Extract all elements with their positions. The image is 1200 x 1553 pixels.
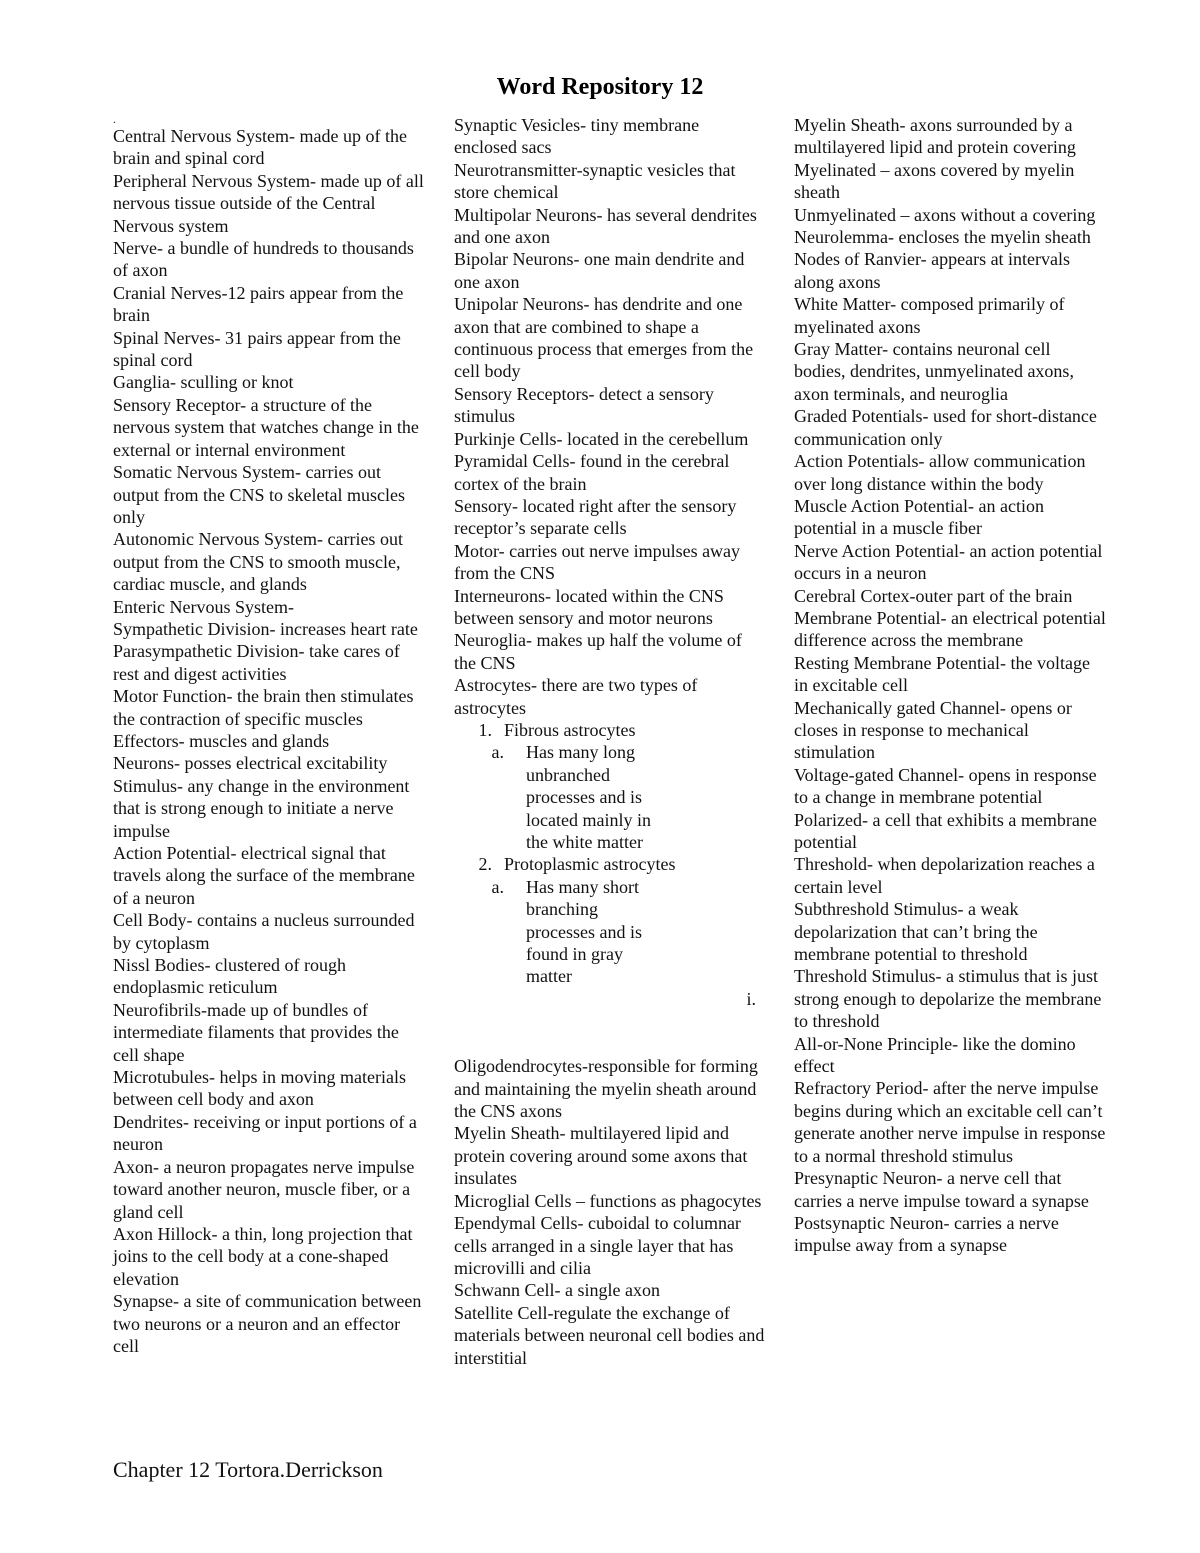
term-entry: Nodes of Ranvier- appears at intervals along axons	[794, 249, 1071, 292]
term-entry: Central Nervous System- made up of the brain and spinal cord	[113, 126, 407, 169]
term-entry: Myelinated – axons covered by myelin sheath	[794, 159, 1075, 203]
term-list	[454, 114, 766, 719]
term-entry: Sympathetic Division- increases heart rate	[113, 618, 418, 639]
sub-list-text: Has many short branching processes and is found in gray matter	[526, 876, 642, 987]
list-number: 1.	[478, 719, 492, 740]
term-entry: Action Potentials- allow communication over long distance within the body	[794, 451, 1086, 494]
term-entry: Cell Body- contains a nucleus surrounded by cytoplasm	[113, 910, 415, 953]
term-entry: Neurolemma- encloses the myelin sheath	[794, 227, 1091, 248]
list-item-text: Fibrous astrocytes	[504, 719, 636, 740]
term-entry: Polarized- a cell that exhibits a membrane potential	[794, 809, 1097, 852]
term-entry: Somatic Nervous System- carries out output from the CNS to skeletal muscles only	[113, 462, 405, 527]
term-entry: Action Potential- electrical signal that travels along the surface of the membrane of a neuron	[113, 843, 415, 908]
term-entry: Sensory- located right after the sensory receptor’s separate cells	[454, 495, 737, 539]
term-entry: Axon Hillock- a thin, long projection that joins to the cell body at a cone-shaped elevation	[113, 1223, 413, 1289]
term-entry: Threshold Stimulus- a stimulus that is just strong enough to depolarize the membrane to threshold	[794, 966, 1102, 1032]
list-item-text: Protoplasmic astrocytes	[504, 854, 676, 875]
sub-list-item	[454, 741, 766, 853]
term-entry: Effectors- muscles and glands	[113, 730, 330, 751]
column-middle	[454, 114, 766, 1369]
term-entry: Microtubules- helps in moving materials between cell body and axon	[113, 1067, 406, 1110]
term-list	[113, 125, 425, 1357]
term-entry: Nissl Bodies- clustered of rough endoplasmic reticulum	[113, 955, 346, 998]
term-entry: Motor Function- the brain then stimulates the contraction of specific muscles	[113, 686, 414, 729]
term-entry: Spinal Nerves- 31 pairs appear from the spinal cord	[113, 327, 401, 371]
term-entry: Unipolar Neurons- has dendrite and one axon that are combined to shape a continuous process that emerges from the cell body	[454, 294, 754, 382]
term-entry: Multipolar Neurons- has several dendrites and one axon	[454, 204, 757, 248]
term-entry: Peripheral Nervous System- made up of all nervous tissue outside of the Central Nervous system	[113, 170, 424, 236]
term-entry: Neuroglia- makes up half the volume of the CNS	[454, 630, 742, 673]
term-entry: Membrane Potential- an electrical potential difference across the membrane	[794, 607, 1106, 651]
term-entry: Refractory Period- after the nerve impulse begins during which an excitable cell can’t generate another nerve impulse in response to a normal threshold stimulus	[794, 1078, 1106, 1166]
term-entry: Schwann Cell- a single axon	[454, 1280, 660, 1301]
term-entry: Muscle Action Potential- an action potential in a muscle fiber	[794, 495, 1044, 539]
stray-dot: .	[113, 112, 116, 126]
term-entry: Astrocytes- there are two types of astrocytes	[454, 675, 698, 718]
term-entry: All-or-None Principle- like the domino effect	[794, 1033, 1076, 1077]
term-entry: Subthreshold Stimulus- a weak depolarization that can’t bring the membrane potential to threshold	[794, 899, 1038, 965]
sub-list-text: Has many long unbranched processes and is located mainly in the white matter	[526, 742, 651, 852]
term-entry: Motor- carries out nerve impulses away from the CNS	[454, 540, 741, 584]
term-entry: Synapse- a site of communication between two neurons or a neuron and an effector cell	[113, 1291, 422, 1356]
term-entry: Voltage-gated Channel- opens in response to a change in membrane potential	[794, 764, 1097, 808]
sub-list-item	[454, 876, 766, 988]
term-list	[454, 1055, 766, 1369]
term-entry: Interneurons- located within the CNS between sensory and motor neurons	[454, 585, 724, 628]
term-entry: Axon- a neuron propagates nerve impulse toward another neuron, muscle fiber, or a gland cell	[113, 1156, 415, 1222]
term-entry: Myelin Sheath- axons surrounded by a multilayered lipid and protein covering	[794, 115, 1076, 158]
term-entry: Threshold- when depolarization reaches a certain level	[794, 854, 1095, 897]
term-entry: Microglial Cells – functions as phagocytes	[454, 1190, 762, 1211]
term-entry: Neurons- posses electrical excitability	[113, 753, 388, 774]
sub-list-letter: a.	[491, 876, 504, 897]
term-entry: Nerve Action Potential- an action potential occurs in a neuron	[794, 540, 1103, 584]
term-entry: Ependymal Cells- cuboidal to columnar cells arranged in a single layer that has microvilli and cilia	[454, 1213, 741, 1278]
term-entry: Bipolar Neurons- one main dendrite and one axon	[454, 249, 745, 292]
page-title: Word Repository 12	[496, 74, 704, 100]
term-entry: Neurofibrils-made up of bundles of intermediate filaments that provides the cell shape	[113, 999, 399, 1065]
term-entry: Presynaptic Neuron- a nerve cell that carries a nerve impulse toward a synapse	[794, 1168, 1089, 1211]
term-entry: Mechanically gated Channel- opens or closes in response to mechanical stimulation	[794, 697, 1072, 763]
column-right	[794, 114, 1106, 1257]
term-entry: Nerve- a bundle of hundreds to thousands of axon	[113, 238, 414, 281]
term-entry: Cerebral Cortex-outer part of the brain	[794, 585, 1073, 606]
list-item-protoplasmic	[454, 853, 766, 875]
term-entry: Sensory Receptor- a structure of the nervous system that watches change in the external or internal environment	[113, 394, 419, 460]
term-entry: Autonomic Nervous System- carries out output from the CNS to smooth muscle, cardiac muscle, and glands	[113, 529, 403, 595]
term-entry: Unmyelinated – axons without a covering	[794, 204, 1096, 225]
term-entry: Neurotransmitter-synaptic vesicles that store chemical	[454, 159, 736, 203]
page-footer: Chapter 12 Tortora.Derrickson	[113, 1457, 383, 1482]
term-entry: Ganglia- sculling or knot	[113, 372, 294, 393]
sub-list-letter: a.	[491, 742, 504, 763]
term-entry: White Matter- composed primarily of myelinated axons	[794, 294, 1065, 337]
sub-sub-list-numeral: i.	[746, 988, 756, 1009]
term-entry: Purkinje Cells- located in the cerebellum	[454, 428, 749, 449]
term-entry: Stimulus- any change in the environment that is strong enough to initiate a nerve impulse	[113, 775, 410, 841]
term-entry: Pyramidal Cells- found in the cerebral cortex of the brain	[454, 451, 730, 494]
list-item-fibrous	[454, 719, 766, 741]
column-left	[113, 114, 425, 1357]
term-entry: Synaptic Vesicles- tiny membrane enclosed sacs	[454, 115, 700, 158]
term-list	[794, 114, 1106, 1257]
term-entry: Satellite Cell-regulate the exchange of materials between neuronal cell bodies and interstitial	[454, 1302, 765, 1368]
term-entry: Enteric Nervous System-	[113, 596, 294, 617]
astrocyte-types-list	[454, 719, 766, 1010]
term-entry: Graded Potentials- used for short-distance communication only	[794, 406, 1097, 449]
term-entry: Dendrites- receiving or input portions of a neuron	[113, 1111, 417, 1155]
list-number: 2.	[478, 854, 492, 875]
term-entry: Resting Membrane Potential- the voltage in excitable cell	[794, 652, 1090, 696]
term-entry: Oligodendrocytes-responsible for forming and maintaining the myelin sheath around the CNS axons	[454, 1056, 758, 1122]
blank-space	[454, 1010, 766, 1055]
term-entry: Myelin Sheath- multilayered lipid and protein covering around some axons that insulates	[454, 1123, 748, 1189]
term-entry: Sensory Receptors- detect a sensory stimulus	[454, 383, 714, 427]
term-entry: Postsynaptic Neuron- carries a nerve impulse away from a synapse	[794, 1212, 1059, 1256]
term-entry: Cranial Nerves-12 pairs appear from the brain	[113, 282, 404, 326]
term-entry: Parasympathetic Division- take cares of rest and digest activities	[113, 641, 400, 684]
term-entry: Gray Matter- contains neuronal cell bodies, dendrites, unmyelinated axons, axon terminals, and neuroglia	[794, 339, 1074, 404]
